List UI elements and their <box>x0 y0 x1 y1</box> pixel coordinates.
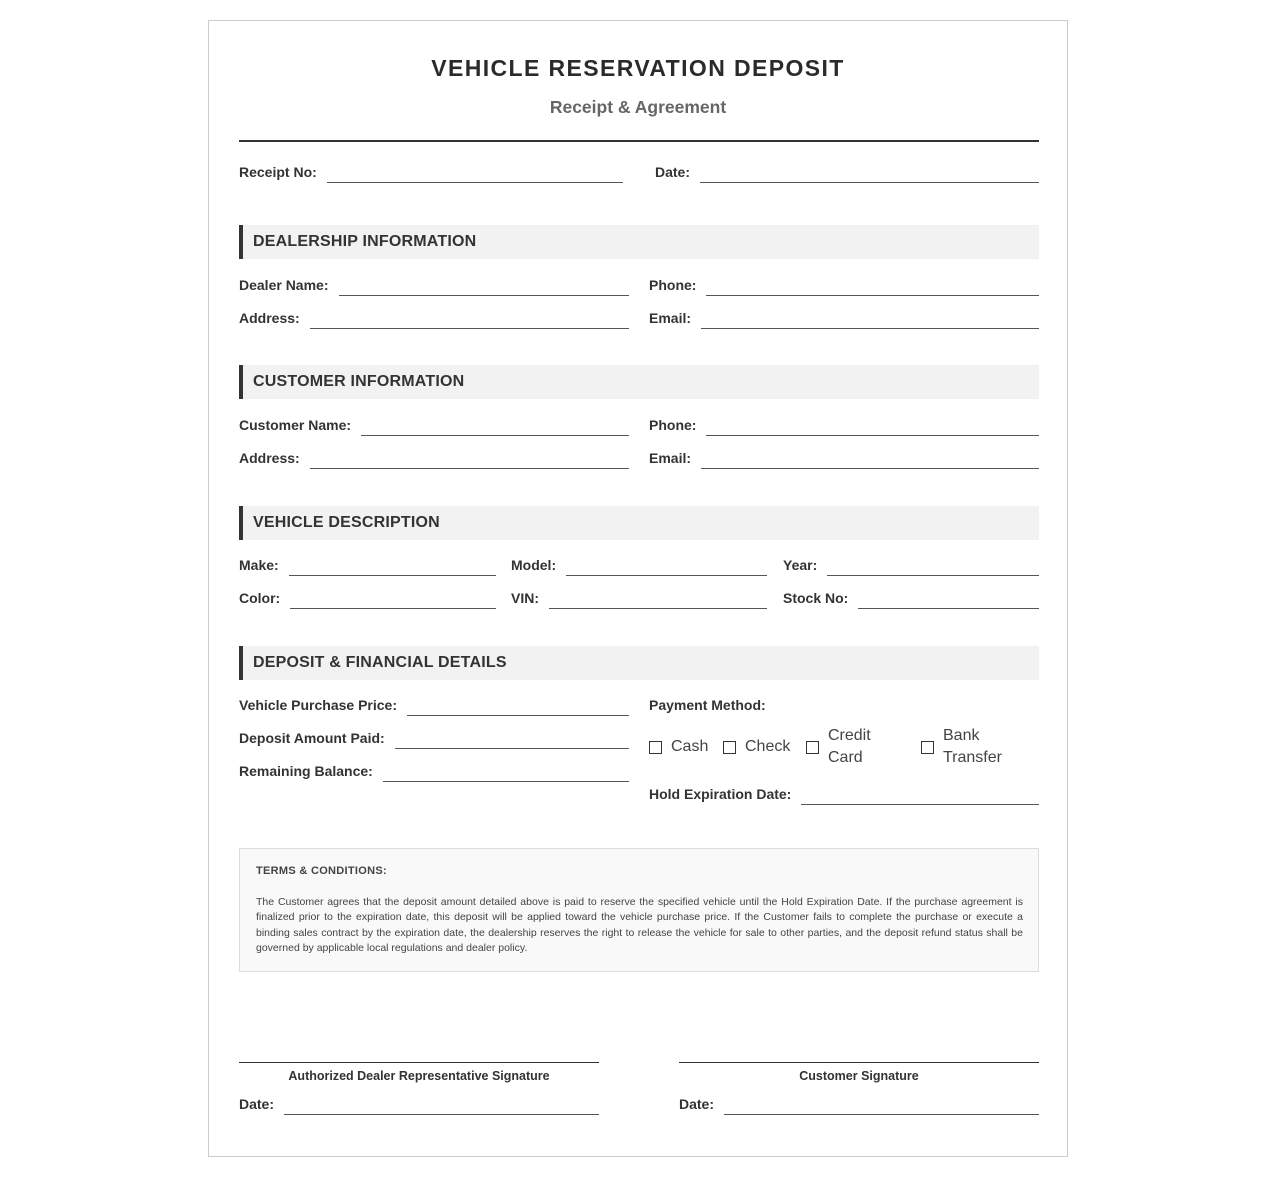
vehicle-make-input[interactable] <box>289 555 496 576</box>
terms-title: TERMS & CONDITIONS: <box>256 865 387 877</box>
form-title: VEHICLE RESERVATION DEPOSIT <box>431 55 845 81</box>
vehicle-year-input[interactable] <box>827 555 1039 576</box>
hold-expiration-label: Hold Expiration Date: <box>649 786 792 802</box>
vehicle-stock-label: Stock No: <box>783 590 849 606</box>
dealer-phone-input[interactable] <box>706 275 1039 296</box>
cash-label: Cash <box>671 738 709 755</box>
vehicle-color-input[interactable] <box>290 588 496 609</box>
customer-name-input[interactable] <box>361 415 629 436</box>
customer-section-header <box>239 365 1039 399</box>
customer-signature-date-label: Date: <box>679 1096 715 1112</box>
dealer-signature-date-field <box>239 1095 599 1115</box>
vehicle-color-field <box>239 589 496 609</box>
header-divider <box>239 140 1039 142</box>
dealer-email-field <box>649 309 1039 329</box>
dealer-address-label: Address: <box>239 310 300 326</box>
dealer-email-label: Email: <box>649 310 692 326</box>
credit-card-label: Credit Card <box>828 727 871 766</box>
vehicle-model-label: Model: <box>511 557 557 573</box>
terms-box <box>239 848 1039 972</box>
dealer-phone-label: Phone: <box>649 277 697 293</box>
dealer-phone-field <box>649 276 1039 296</box>
vehicle-color-label: Color: <box>239 590 281 606</box>
deposit-form-page <box>208 20 1068 1157</box>
dealer-address-input[interactable] <box>310 308 629 329</box>
deposit-section-header <box>239 646 1039 680</box>
customer-signature-date-input[interactable] <box>724 1094 1039 1115</box>
deposit-heading: DEPOSIT & FINANCIAL DETAILS <box>253 654 507 671</box>
dealer-signature-date-input[interactable] <box>284 1094 599 1115</box>
dealer-signature-line[interactable] <box>239 1062 599 1063</box>
check-label: Check <box>745 738 791 755</box>
vehicle-year-field <box>783 556 1039 576</box>
cash-checkbox[interactable] <box>649 741 662 754</box>
dealer-name-field <box>239 276 629 296</box>
receipt-date-field <box>655 163 1039 183</box>
receipt-no-input[interactable] <box>327 162 623 183</box>
vehicle-year-label: Year: <box>783 557 818 573</box>
customer-name-field <box>239 416 629 436</box>
customer-signature-line[interactable] <box>679 1062 1039 1063</box>
customer-email-label: Email: <box>649 450 692 466</box>
receipt-date-label: Date: <box>655 164 691 180</box>
customer-signature-date-field <box>679 1095 1039 1115</box>
customer-email-field <box>649 449 1039 469</box>
hold-expiration-field <box>649 785 1039 805</box>
customer-address-field <box>239 449 629 469</box>
hold-expiration-input[interactable] <box>801 784 1039 805</box>
purchase-price-label: Vehicle Purchase Price: <box>239 697 397 713</box>
dealer-signature-caption: Authorized Dealer Representative Signature <box>288 1069 550 1083</box>
dealership-section-header <box>239 225 1039 259</box>
form-subtitle: Receipt & Agreement <box>549 97 727 117</box>
customer-address-label: Address: <box>239 450 300 466</box>
credit-card-checkbox[interactable] <box>806 741 819 754</box>
vehicle-make-label: Make: <box>239 557 279 573</box>
vehicle-make-field <box>239 556 496 576</box>
vehicle-stock-input[interactable] <box>858 588 1039 609</box>
vehicle-heading: VEHICLE DESCRIPTION <box>253 514 440 531</box>
receipt-date-input[interactable] <box>700 162 1039 183</box>
deposit-amount-field <box>239 729 629 749</box>
vehicle-section-header <box>239 506 1039 540</box>
dealer-signature-date-label: Date: <box>239 1096 275 1112</box>
vehicle-stock-field <box>783 589 1039 609</box>
dealer-name-label: Dealer Name: <box>239 277 329 293</box>
receipt-no-field <box>239 163 623 183</box>
payment-option-cash[interactable] <box>649 736 708 758</box>
remaining-balance-input[interactable] <box>383 761 629 782</box>
vehicle-vin-label: VIN: <box>511 590 539 606</box>
vehicle-vin-input[interactable] <box>549 588 767 609</box>
payment-option-check[interactable] <box>723 736 790 758</box>
vehicle-model-input[interactable] <box>566 555 767 576</box>
customer-address-input[interactable] <box>310 448 629 469</box>
deposit-amount-input[interactable] <box>395 728 629 749</box>
terms-body: The Customer agrees that the deposit amount detailed above is paid to reserve the specified vehicle until the Hold Expiration Date. If the purchase agreement is finalized prior to the expiration date, this deposit will be applied toward the vehicle purchase price. If the Customer fails to complete the purchase or execute a binding sales contract by the expiration date, the dealership reserves the right to release the vehicle for sale to other parties, and the deposit refund status shall be governed by applicable local regulations and dealer policy. <box>256 896 1023 954</box>
customer-phone-field <box>649 416 1039 436</box>
customer-email-input[interactable] <box>701 448 1039 469</box>
customer-signature-caption: Customer Signature <box>799 1069 919 1083</box>
bank-transfer-checkbox[interactable] <box>921 741 934 754</box>
dealership-heading: DEALERSHIP INFORMATION <box>253 233 477 250</box>
purchase-price-field <box>239 696 629 716</box>
customer-phone-input[interactable] <box>706 415 1039 436</box>
vehicle-model-field <box>511 556 767 576</box>
check-checkbox[interactable] <box>723 741 736 754</box>
vehicle-vin-field <box>511 589 767 609</box>
customer-phone-label: Phone: <box>649 417 697 433</box>
customer-heading: CUSTOMER INFORMATION <box>253 373 465 390</box>
customer-name-label: Customer Name: <box>239 417 352 433</box>
payment-method-label: Payment Method: <box>649 697 766 713</box>
receipt-no-label: Receipt No: <box>239 164 317 180</box>
remaining-balance-field <box>239 762 629 782</box>
bank-transfer-label: Bank Transfer <box>943 727 1002 766</box>
payment-option-credit-card[interactable] <box>806 725 888 769</box>
remaining-balance-label: Remaining Balance: <box>239 763 373 779</box>
dealer-name-input[interactable] <box>339 275 630 296</box>
dealer-address-field <box>239 309 629 329</box>
purchase-price-input[interactable] <box>407 695 629 716</box>
deposit-amount-label: Deposit Amount Paid: <box>239 730 385 746</box>
dealer-email-input[interactable] <box>701 308 1039 329</box>
payment-option-bank-transfer[interactable] <box>921 725 1013 769</box>
